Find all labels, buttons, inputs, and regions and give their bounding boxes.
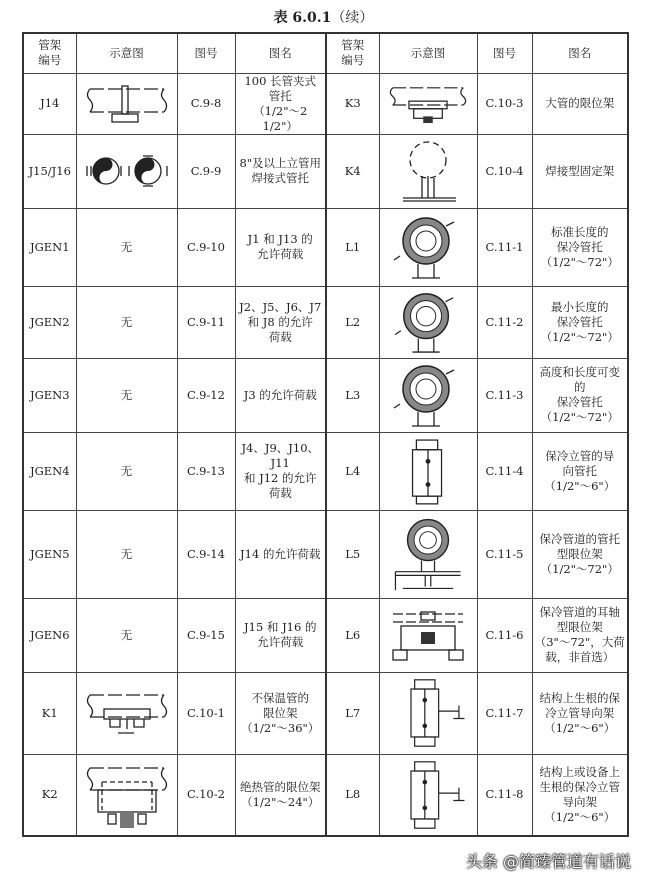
figure-number: C.9-8 — [177, 73, 235, 134]
figure-name: 100 长管夹式 管托 （1/2"～2 1/2"） — [235, 73, 326, 134]
cold-limit-diagram-icon — [386, 514, 470, 594]
figure-name: 结构上生根的保 冷立管导向架 （1/2"～6"） — [532, 672, 628, 754]
pipe-limit-ins-diagram-icon — [82, 760, 172, 830]
support-id: K3 — [326, 73, 379, 134]
diagram-cell: 无 — [76, 208, 177, 286]
column-header: 示意图 — [76, 33, 177, 73]
support-id: L2 — [326, 286, 379, 358]
figure-name: J4、J9、J10、J11 和 J12 的允许 荷载 — [235, 432, 326, 510]
figure-number: C.10-2 — [177, 754, 235, 836]
pipe-limit-diagram-icon — [385, 84, 471, 124]
diagram-cell — [76, 672, 177, 754]
diagram-cell: 无 — [76, 432, 177, 510]
table-row — [23, 73, 628, 134]
figure-name: 绝热管的限位架 （1/2"～24"） — [235, 754, 326, 836]
figure-name: 结构上或设备上 生根的保冷立管 导向架 （1/2"～6"） — [532, 754, 628, 836]
table-title — [0, 8, 647, 28]
figure-number: C.9-12 — [177, 358, 235, 432]
diagram-cell — [379, 672, 477, 754]
figure-name: 焊接型固定架 — [532, 134, 628, 208]
riser-guide-arm-diagram-icon — [387, 676, 470, 750]
figure-name: 保冷管道的耳轴 型限位架 （3"～72"，大荷 载，非首选） — [532, 598, 628, 672]
support-id: JGEN3 — [23, 358, 76, 432]
support-id: JGEN6 — [23, 598, 76, 672]
cold-shoe-diagram-icon — [388, 362, 468, 428]
diagram-cell — [379, 134, 477, 208]
support-id: L8 — [326, 754, 379, 836]
pipe-support-table — [22, 32, 629, 837]
figure-name: 保冷管道的管托 型限位架 （1/2"～72"） — [532, 510, 628, 598]
support-id: J15/J16 — [23, 134, 76, 208]
support-id: L4 — [326, 432, 379, 510]
figure-number: C.10-3 — [477, 73, 532, 134]
diagram-cell: 无 — [76, 358, 177, 432]
figure-name: J1 和 J13 的 允许荷载 — [235, 208, 326, 286]
diagram-cell — [379, 598, 477, 672]
table-row — [23, 598, 628, 672]
support-id: JGEN2 — [23, 286, 76, 358]
trunnion-diagram-icon — [383, 604, 473, 666]
support-id: L3 — [326, 358, 379, 432]
column-header: 管架 编号 — [23, 33, 76, 73]
figure-name: 最小长度的 保冷管托 （1/2"～72"） — [532, 286, 628, 358]
table-row — [23, 286, 628, 358]
table-row — [23, 510, 628, 598]
figure-name: J14 的允许荷载 — [235, 510, 326, 598]
diagram-cell — [379, 432, 477, 510]
figure-number: C.10-4 — [477, 134, 532, 208]
diagram-cell — [379, 754, 477, 836]
table-row — [23, 358, 628, 432]
figure-name: 不保温管的 限位架 （1/2"～36"） — [235, 672, 326, 754]
support-id: J14 — [23, 73, 76, 134]
figure-name: 8"及以上立管用 焊接式管托 — [235, 134, 326, 208]
support-id: L1 — [326, 208, 379, 286]
riser-guide-diagram-icon — [399, 436, 457, 506]
cold-shoe-diagram-icon — [389, 290, 467, 354]
pipe-clamp-diagram-icon — [82, 84, 172, 124]
figure-number: C.9-11 — [177, 286, 235, 358]
figure-number: C.11-3 — [477, 358, 532, 432]
table-row — [23, 672, 628, 754]
watermark: 头条 @简臻管道有话说 — [465, 852, 631, 871]
diagram-cell — [379, 73, 477, 134]
diagram-cell — [379, 358, 477, 432]
column-header: 示意图 — [379, 33, 477, 73]
figure-number: C.9-13 — [177, 432, 235, 510]
figure-name: 标准长度的 保冷管托 （1/2"～72"） — [532, 208, 628, 286]
figure-number: C.11-5 — [477, 510, 532, 598]
diagram-cell — [76, 73, 177, 134]
riser-guide-arm-diagram-icon — [387, 758, 470, 832]
riser-lug-diagram-icon — [81, 154, 173, 188]
figure-number: C.9-15 — [177, 598, 235, 672]
figure-name: 保冷立管的导 向管托 （1/2"～6"） — [532, 432, 628, 510]
table-row — [23, 208, 628, 286]
figure-number: C.9-14 — [177, 510, 235, 598]
diagram-cell — [76, 134, 177, 208]
figure-name: 高度和长度可变的 保冷管托 （1/2"～72"） — [532, 358, 628, 432]
figure-number: C.11-7 — [477, 672, 532, 754]
column-header: 图名 — [532, 33, 628, 73]
pipe-limit-small-diagram-icon — [82, 687, 172, 739]
diagram-cell — [379, 510, 477, 598]
figure-number: C.11-8 — [477, 754, 532, 836]
support-id: L5 — [326, 510, 379, 598]
support-id: JGEN4 — [23, 432, 76, 510]
table-title-suffix: （续） — [331, 10, 374, 26]
diagram-cell: 无 — [76, 598, 177, 672]
table-row — [23, 432, 628, 510]
column-header: 图名 — [235, 33, 326, 73]
diagram-cell: 无 — [76, 286, 177, 358]
table-row — [23, 134, 628, 208]
diagram-cell — [379, 208, 477, 286]
figure-number: C.10-1 — [177, 672, 235, 754]
support-id: L6 — [326, 598, 379, 672]
figure-number: C.11-2 — [477, 286, 532, 358]
support-id: K2 — [23, 754, 76, 836]
support-id: K4 — [326, 134, 379, 208]
table-row — [23, 754, 628, 836]
header-row — [23, 33, 628, 73]
figure-name: J3 的允许荷载 — [235, 358, 326, 432]
column-header: 管架 编号 — [326, 33, 379, 73]
support-id: JGEN5 — [23, 510, 76, 598]
support-id: JGEN1 — [23, 208, 76, 286]
support-id: K1 — [23, 672, 76, 754]
diagram-cell — [76, 754, 177, 836]
table-title-main: 表 6.0.1 — [273, 10, 332, 26]
diagram-cell: 无 — [76, 510, 177, 598]
cold-shoe-diagram-icon — [388, 214, 468, 280]
column-header: 图号 — [177, 33, 235, 73]
figure-name: J15 和 J16 的 允许荷载 — [235, 598, 326, 672]
welded-anchor-diagram-icon — [388, 138, 468, 204]
support-id: L7 — [326, 672, 379, 754]
column-header: 图号 — [477, 33, 532, 73]
figure-number: C.9-10 — [177, 208, 235, 286]
figure-number: C.9-9 — [177, 134, 235, 208]
figure-name: 大管的限位架 — [532, 73, 628, 134]
figure-number: C.11-4 — [477, 432, 532, 510]
figure-number: C.11-1 — [477, 208, 532, 286]
figure-name: J2、J5、J6、J7 和 J8 的允许 荷载 — [235, 286, 326, 358]
diagram-cell — [379, 286, 477, 358]
figure-number: C.11-6 — [477, 598, 532, 672]
